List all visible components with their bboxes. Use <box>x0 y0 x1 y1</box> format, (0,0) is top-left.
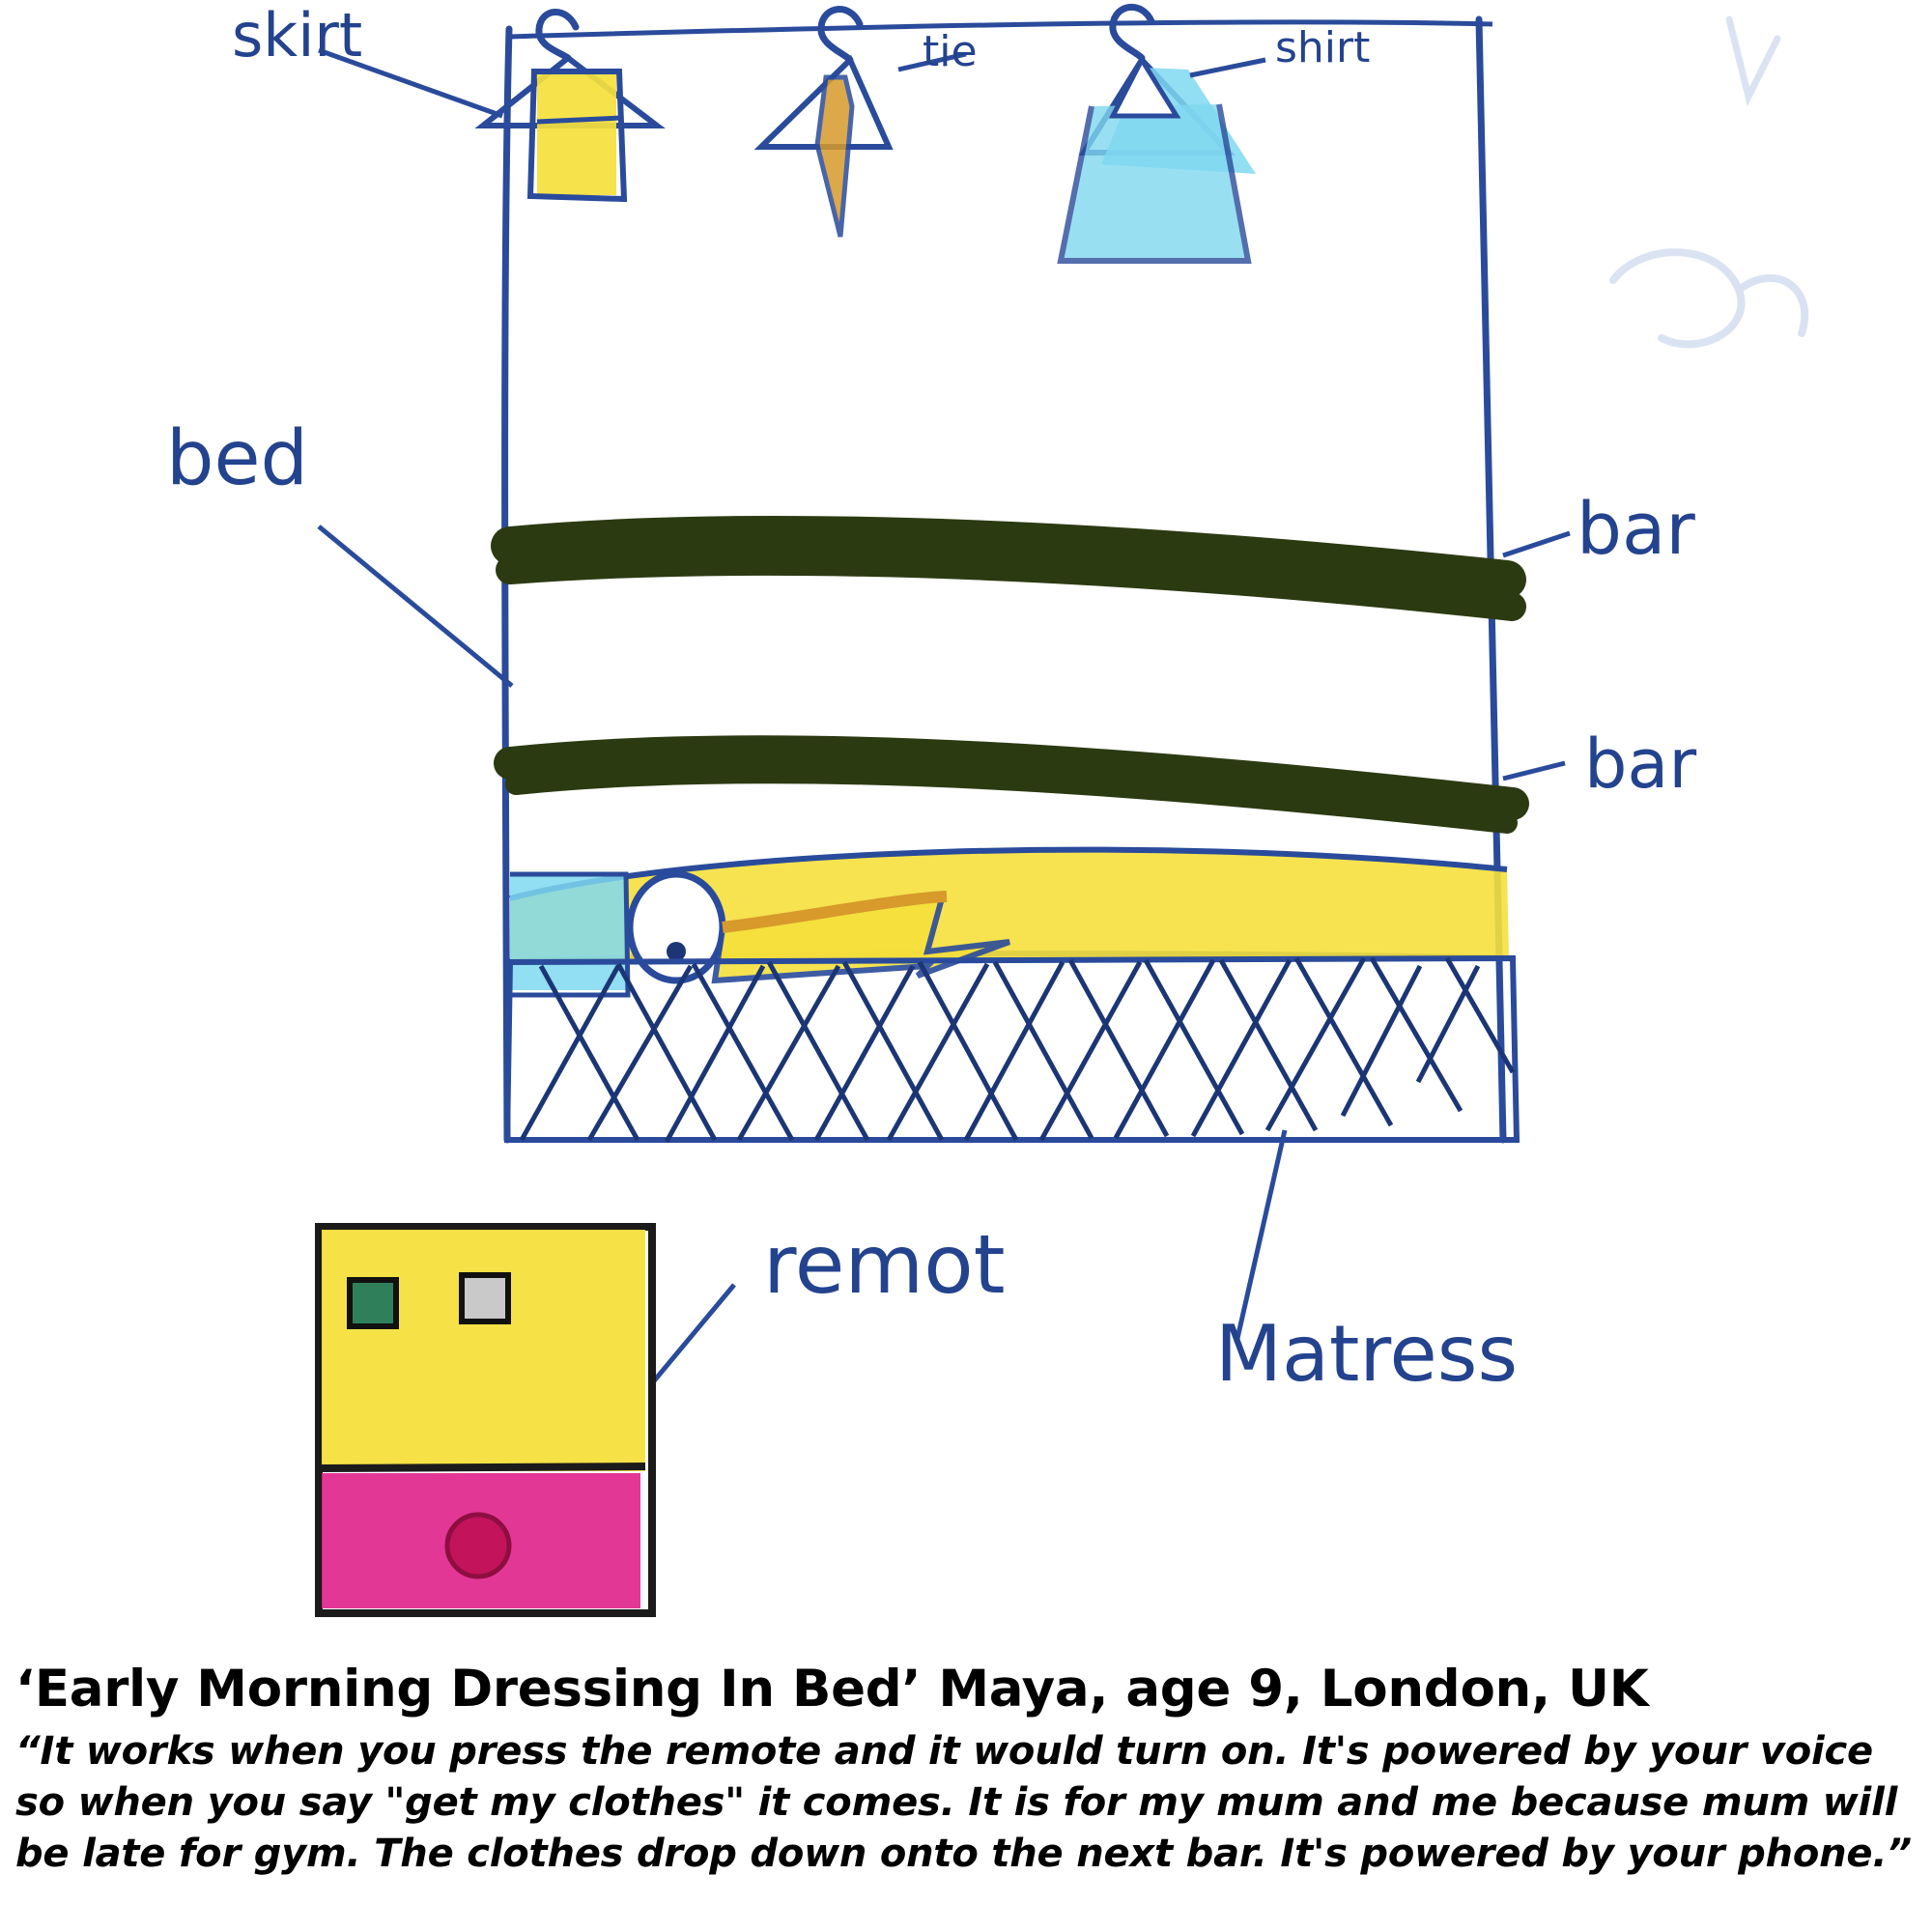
hanging-tie <box>761 10 889 237</box>
label-bar-lower: bar <box>1584 724 1697 804</box>
label-remote: remot <box>763 1217 1006 1312</box>
label-shirt: shirt <box>1275 23 1371 72</box>
label-bar-upper: bar <box>1577 488 1695 571</box>
label-bed: bed <box>166 415 309 502</box>
remote-control <box>319 1227 652 1613</box>
upper-bar <box>510 535 1512 607</box>
label-skirt: skirt <box>232 0 363 71</box>
lower-bar <box>510 752 1513 823</box>
label-tie: tie <box>923 27 978 76</box>
label-mattress: Matress <box>1215 1309 1519 1399</box>
hanging-shirt <box>1061 7 1256 261</box>
mattress <box>507 958 1517 1142</box>
faint-background-marks <box>1613 19 1804 344</box>
caption-quote: “It works when you press the remote and it would turn on. It's powered by your voice so when you say "get my clothes" it comes. It is for my mum and me because mum will be late for gym. The clothes drop down onto the next bar. It's powered by your phone.” <box>15 1729 1912 1877</box>
caption-title: ‘Early Morning Dressing In Bed’ Maya, age 9, London, UK <box>15 1660 1649 1719</box>
hanger-rail <box>509 22 1492 37</box>
caption-block <box>0 1660 1932 1880</box>
